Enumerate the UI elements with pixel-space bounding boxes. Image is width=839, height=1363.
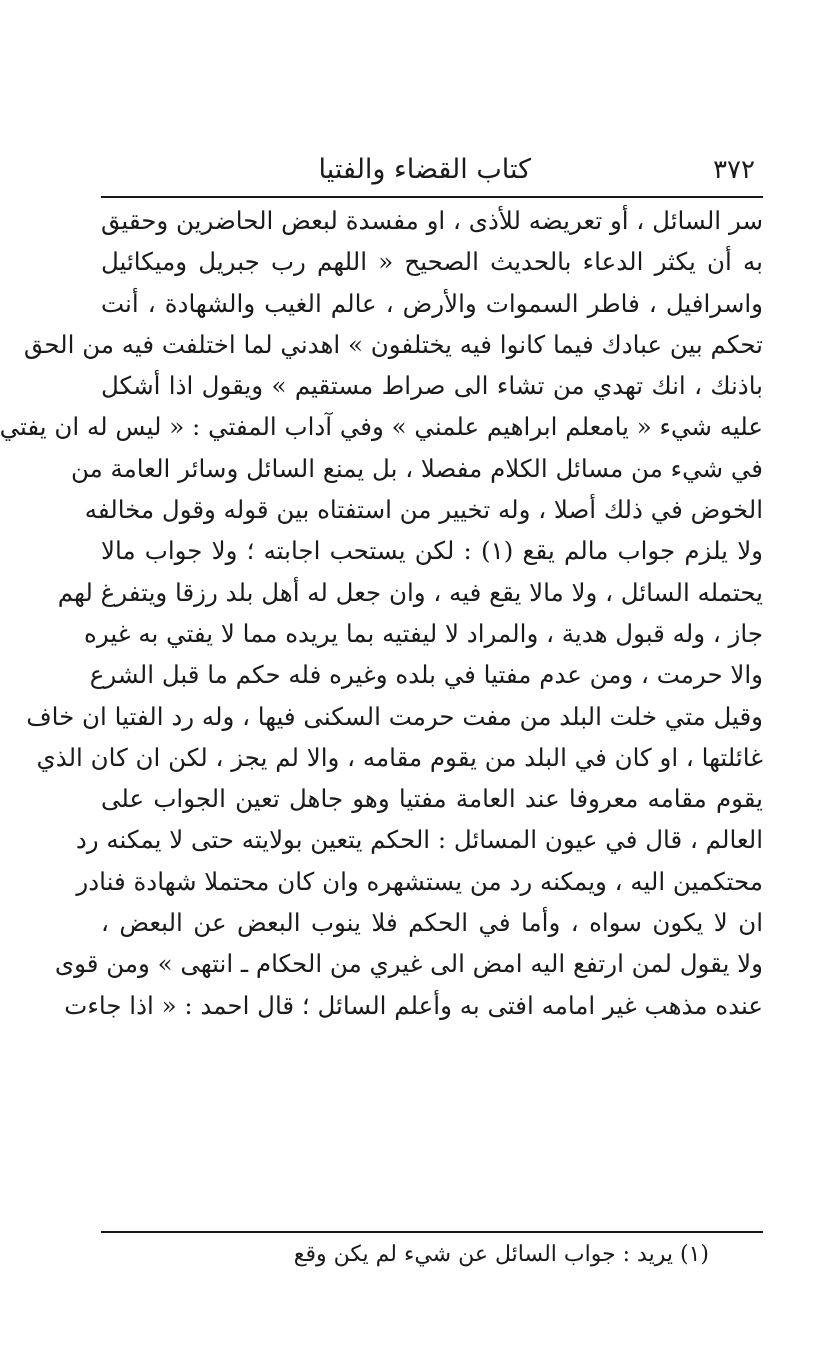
text-line: جاز ، وله قبول هدية ، والمراد لا ليفتيه بما يريده مما لا يفتي به غيره: [83, 618, 763, 648]
text-line: ولا يقول لمن ارتفع اليه امض الى غيري من الحكام ـ انتهى » ومن قوى: [54, 949, 763, 979]
text-line: ولا يلزم جواب مالم يقع (١) : لكن يستحب اجابته ؛ ولا جواب مالا: [101, 536, 764, 566]
running-title: كتاب القضاء والفتيا: [318, 154, 531, 185]
text-line: تحكم بين عبادك فيما كانوا فيه يختلفون » اهدني لما اختلفت فيه من الحق: [23, 329, 763, 359]
text-line: وقيل متي خلت البلد من مفت حرمت السكنى فيها ، وله رد الفتيا ان خاف: [26, 701, 763, 731]
text-line: في شيء من مسائل الكلام مفصلا ، بل يمنع السائل وسائر العامة من: [70, 453, 763, 483]
footnote-rule: [101, 1231, 763, 1233]
text-line: سر السائل ، أو تعريضه للأذى ، او مفسدة لبعض الحاضرين وحقيق: [101, 206, 763, 235]
text-line: العالم ، قال في عيون المسائل : الحكم يتعين بولايته حتى لا يمكنه رد: [75, 825, 763, 855]
text-line: يحتمله السائل ، ولا مالا يقع فيه ، وان جعل له أهل بلد رزقا ويتفرغ لهم: [57, 577, 763, 607]
text-line: والا حرمت ، ومن عدم مفتيا في بلده وغيره فله حكم ما قبل الشرع: [89, 660, 763, 690]
footnote: (١) يريد : جواب السائل عن شيء لم يكن وقع: [293, 1242, 709, 1267]
header-rule: [101, 196, 763, 198]
text-line: عنده مذهب غير امامه افتى به وأعلم السائل ؛ قال احمد : « اذا جاءت: [64, 990, 763, 1020]
text-line: عليه شيء « يامعلم ابراهيم علمني » وفي آداب المفتي : « ليس له ان يفتي: [0, 412, 763, 442]
book-page: [1, 0, 839, 1363]
text-line: باذنك ، انك تهدي من تشاء الى صراط مستقيم » ويقول اذا أشكل: [101, 371, 763, 401]
text-line: يقوم مقامه معروفا عند العامة مفتيا وهو جاهل تعين الجواب على: [101, 784, 763, 814]
page-number: ٣٧٢: [713, 155, 755, 185]
text-line: غائلتها ، او كان في البلد من يقوم مقامه ، والا لم يجز ، لكن ان كان الذي: [36, 742, 763, 772]
body-text: [0, 200, 764, 1026]
text-line: واسرافيل ، فاطر السموات والأرض ، عالم الغيب والشهادة ، أنت: [101, 288, 763, 318]
text-line: الخوض في ذلك أصلا ، وله تخيير من استفتاه بين قوله وقول مخالفه: [84, 495, 763, 525]
page-header: [101, 148, 761, 192]
text-line: به أن يكثر الدعاء بالحديث الصحيح « اللهم رب جبريل وميكائيل: [101, 247, 763, 277]
text-line: ان لا يكون سواه ، وأما في الحكم فلا ينوب البعض عن البعض ،: [101, 908, 763, 938]
text-line: محتكمين اليه ، ويمكنه رد من يستشهره وان كان محتملا شهادة فنادر: [76, 866, 763, 896]
